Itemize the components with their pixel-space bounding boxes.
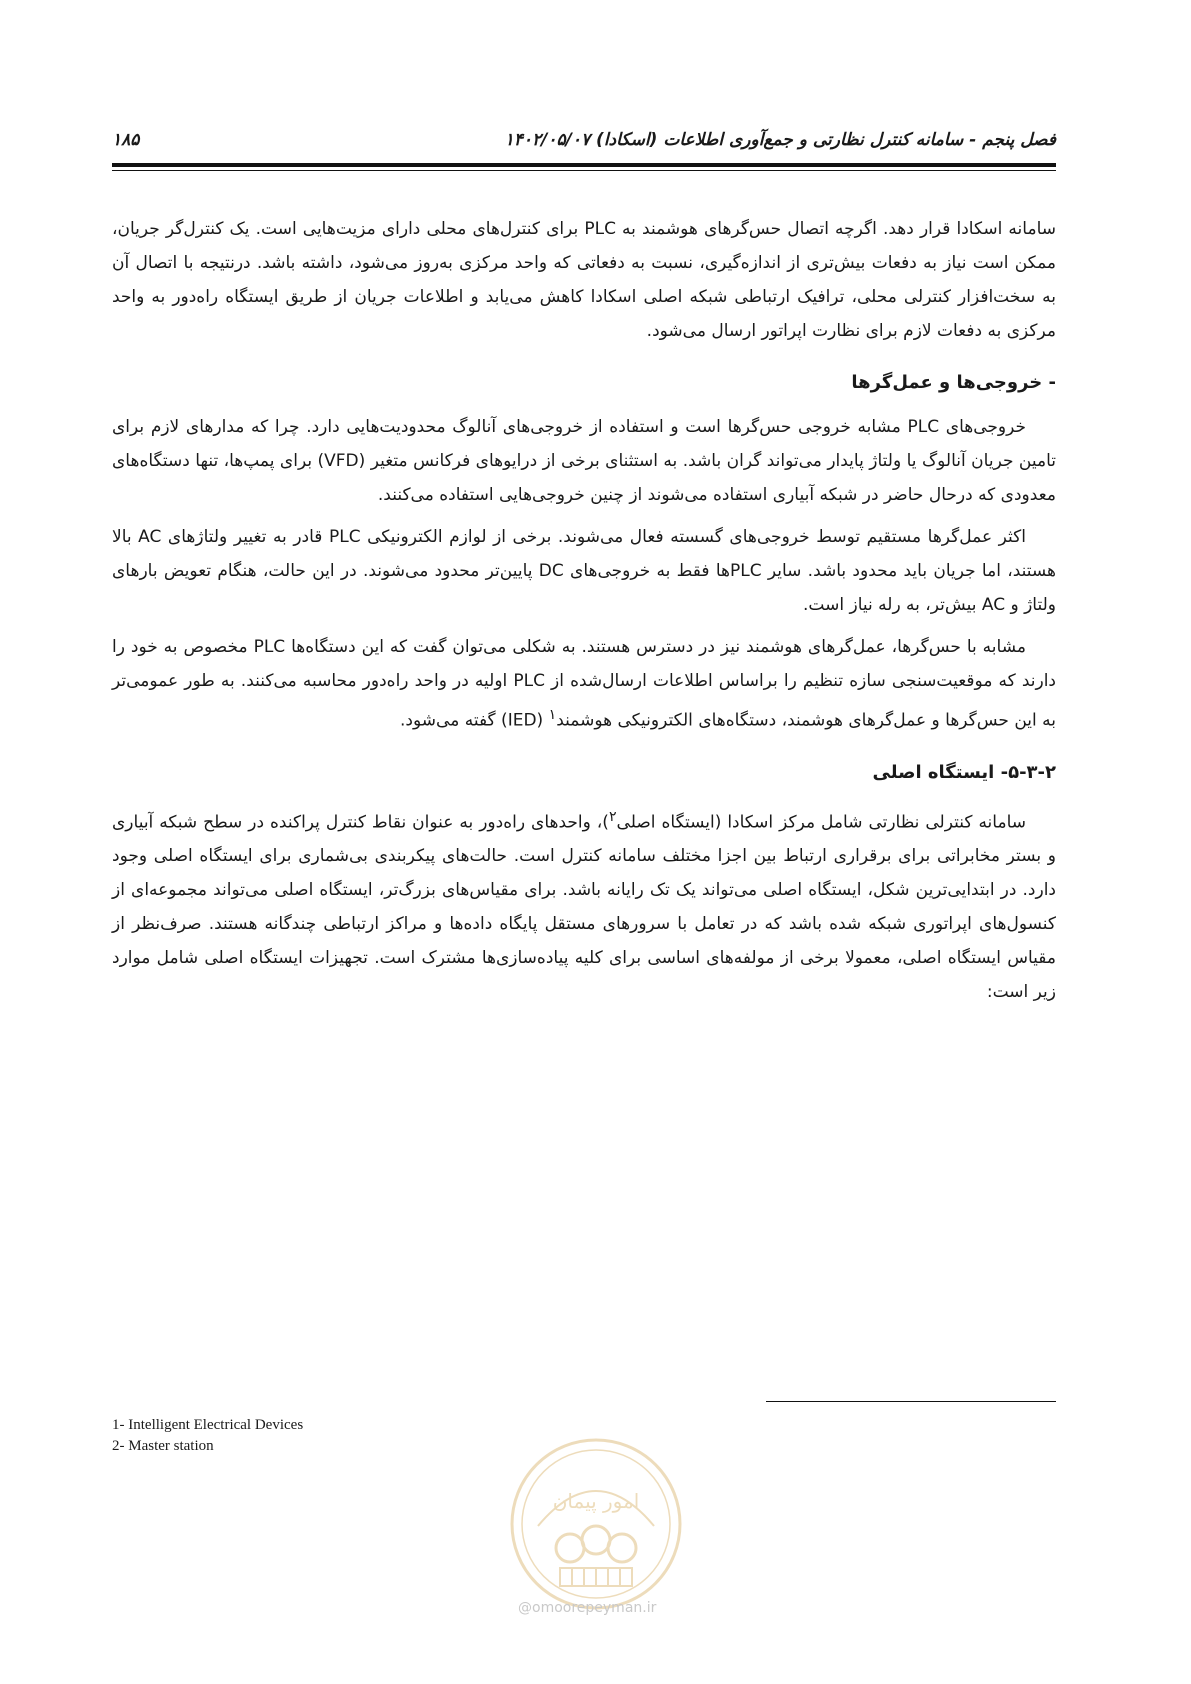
footnote-item: 2- Master station xyxy=(112,1438,214,1454)
footnote-marker[interactable]: ۲ xyxy=(608,808,617,825)
header-rule xyxy=(112,163,1056,167)
page-number: ۱۸۵ xyxy=(112,130,140,150)
paragraph: خروجی‌های PLC مشابه خروجی حس‌گرها است و استفاده از خروجی‌های آنالوگ محدودیت‌هایی دارد. چرا که مدارهای لازم برای تامین جریان آنالوگ یا ولتاژ پایدار می‌تواند گران باشد. به استثنای برخی از درایوهای فرکانس متغیر (VFD) برای پمپ‌ها، تنها دستگاه‌های معدودی که درحال حاضر در شبکه آبیاری استفاده می‌شوند از چنین خروجی‌هایی استفاده می‌کنند. xyxy=(112,417,1056,505)
footnote-rule xyxy=(766,1401,1056,1402)
paragraph-text: (IED) گفته می‌شود. xyxy=(400,710,549,731)
chapter-title: فصل پنجم - سامانه کنترل نظارتی و جمع‌آوری اطلاعات (اسکادا) ۱۴۰۲/۰۵/۰۷ xyxy=(504,130,1056,150)
watermark-url: @omoorepeyman.ir xyxy=(518,1600,657,1616)
section-heading: ۵-۳-۲- ایستگاه اصلی xyxy=(872,761,1056,783)
paragraph: اکثر عمل‌گرها مستقیم توسط خروجی‌های گسسته فعال می‌شوند. برخی از لوازم الکترونیکی PLC قادر به تغییر ولتاژهای AC بالا هستند، اما جریان باید محدود باشد. سایر PLCها فقط به خروجی‌های DC پایین‌تر محدود می‌شوند. در این حالت، هنگام تعویض بارهای ولتاژ و AC بیش‌تر، به رله نیاز است. xyxy=(112,527,1057,615)
section-heading: - خروجی‌ها و عمل‌گرها xyxy=(851,372,1056,393)
footnotes xyxy=(112,1415,303,1457)
watermark-logo-icon xyxy=(508,1436,684,1612)
paragraph-text: ‌)، واحدهای راه‌دور به عنوان نقاط کنترل پراکنده در سطح شبکه آبیاری و بستر مخابراتی برای برقراری ارتباط بین اجزا مختلف سامانه کنترل است. حالت‌های پیکربندی بی‌شماری برای ایستگاه اصلی وجود دارد. در ابتدایی‌ترین شکل، ایستگاه اصلی می‌تواند یک تک رایانه باشد. برای مقیاس‌های بزرگ‌تر، ایستگاه اصلی می‌تواند مجموعه‌ای از کنسول‌های اپراتوری شبکه شده باشد که در تعامل با سرورهای مستقل پایگاه داده‌ها و مراکز ارتباطی چندگانه هستند. صرف‌نظر از مقیاس ایستگاه اصلی، معمولا برخی از مولفه‌های اساسی برای کلیه پیاده‌سازی‌ها مشترک است. تجهیزات ایستگاه اصلی شامل موارد زیر است: xyxy=(112,812,1056,1003)
paragraph: سامانه اسکادا قرار دهد. اگرچه اتصال حس‌گرهای هوشمند به PLC برای کنترل‌های محلی دارای مزیت‌هایی است. یک کنترل‌گر جریان، ممکن است نیاز به دفعات بیش‌تری از اندازه‌گیری، نسبت به دفعاتی که واحد مرکزی به‌روز می‌شود، داشته باشد. درنتیجه با اتصال آن به سخت‌افزار کنترلی محلی، ترافیک ارتباطی شبکه اصلی اسکادا کاهش می‌یابد و اطلاعات جریان از طریق ایستگاه راه‌دور به واحد مرکزی به دفعات لازم برای نظارت اپراتور ارسال می‌شود. xyxy=(112,219,1056,341)
footnote-item: 1- Intelligent Electrical Devices xyxy=(112,1417,304,1433)
paragraph-text: مشابه با حس‌گرها، عمل‌گرهای هوشمند نیز در دسترس هستند. به شکلی می‌توان گفت که این دستگاه‌ها PLC مخصوص به خود را دارند که موقعیت‌سنجی سازه تنظیم را براساس اطلاعات ارسال‌شده از PLC اولیه در واحد راه‌دور محاسبه می‌کنند. به طور عمومی‌تر به این حس‌گرها و عمل‌گرهای هوشمند، دستگاه‌های الکترونیکی هوشمند xyxy=(112,637,1056,731)
paragraph-text: سامانه کنترلی نظارتی شامل مرکز اسکادا (ایستگاه اصلی xyxy=(616,812,1026,833)
paragraph xyxy=(112,800,1056,1010)
watermark-logo-text: امور پیمان xyxy=(552,1489,640,1513)
body-text xyxy=(112,212,1056,1017)
header-rule-thin xyxy=(112,170,1056,171)
page-header xyxy=(112,130,1056,162)
paragraph xyxy=(112,630,1056,738)
footnote-marker[interactable]: ۱ xyxy=(548,707,557,723)
